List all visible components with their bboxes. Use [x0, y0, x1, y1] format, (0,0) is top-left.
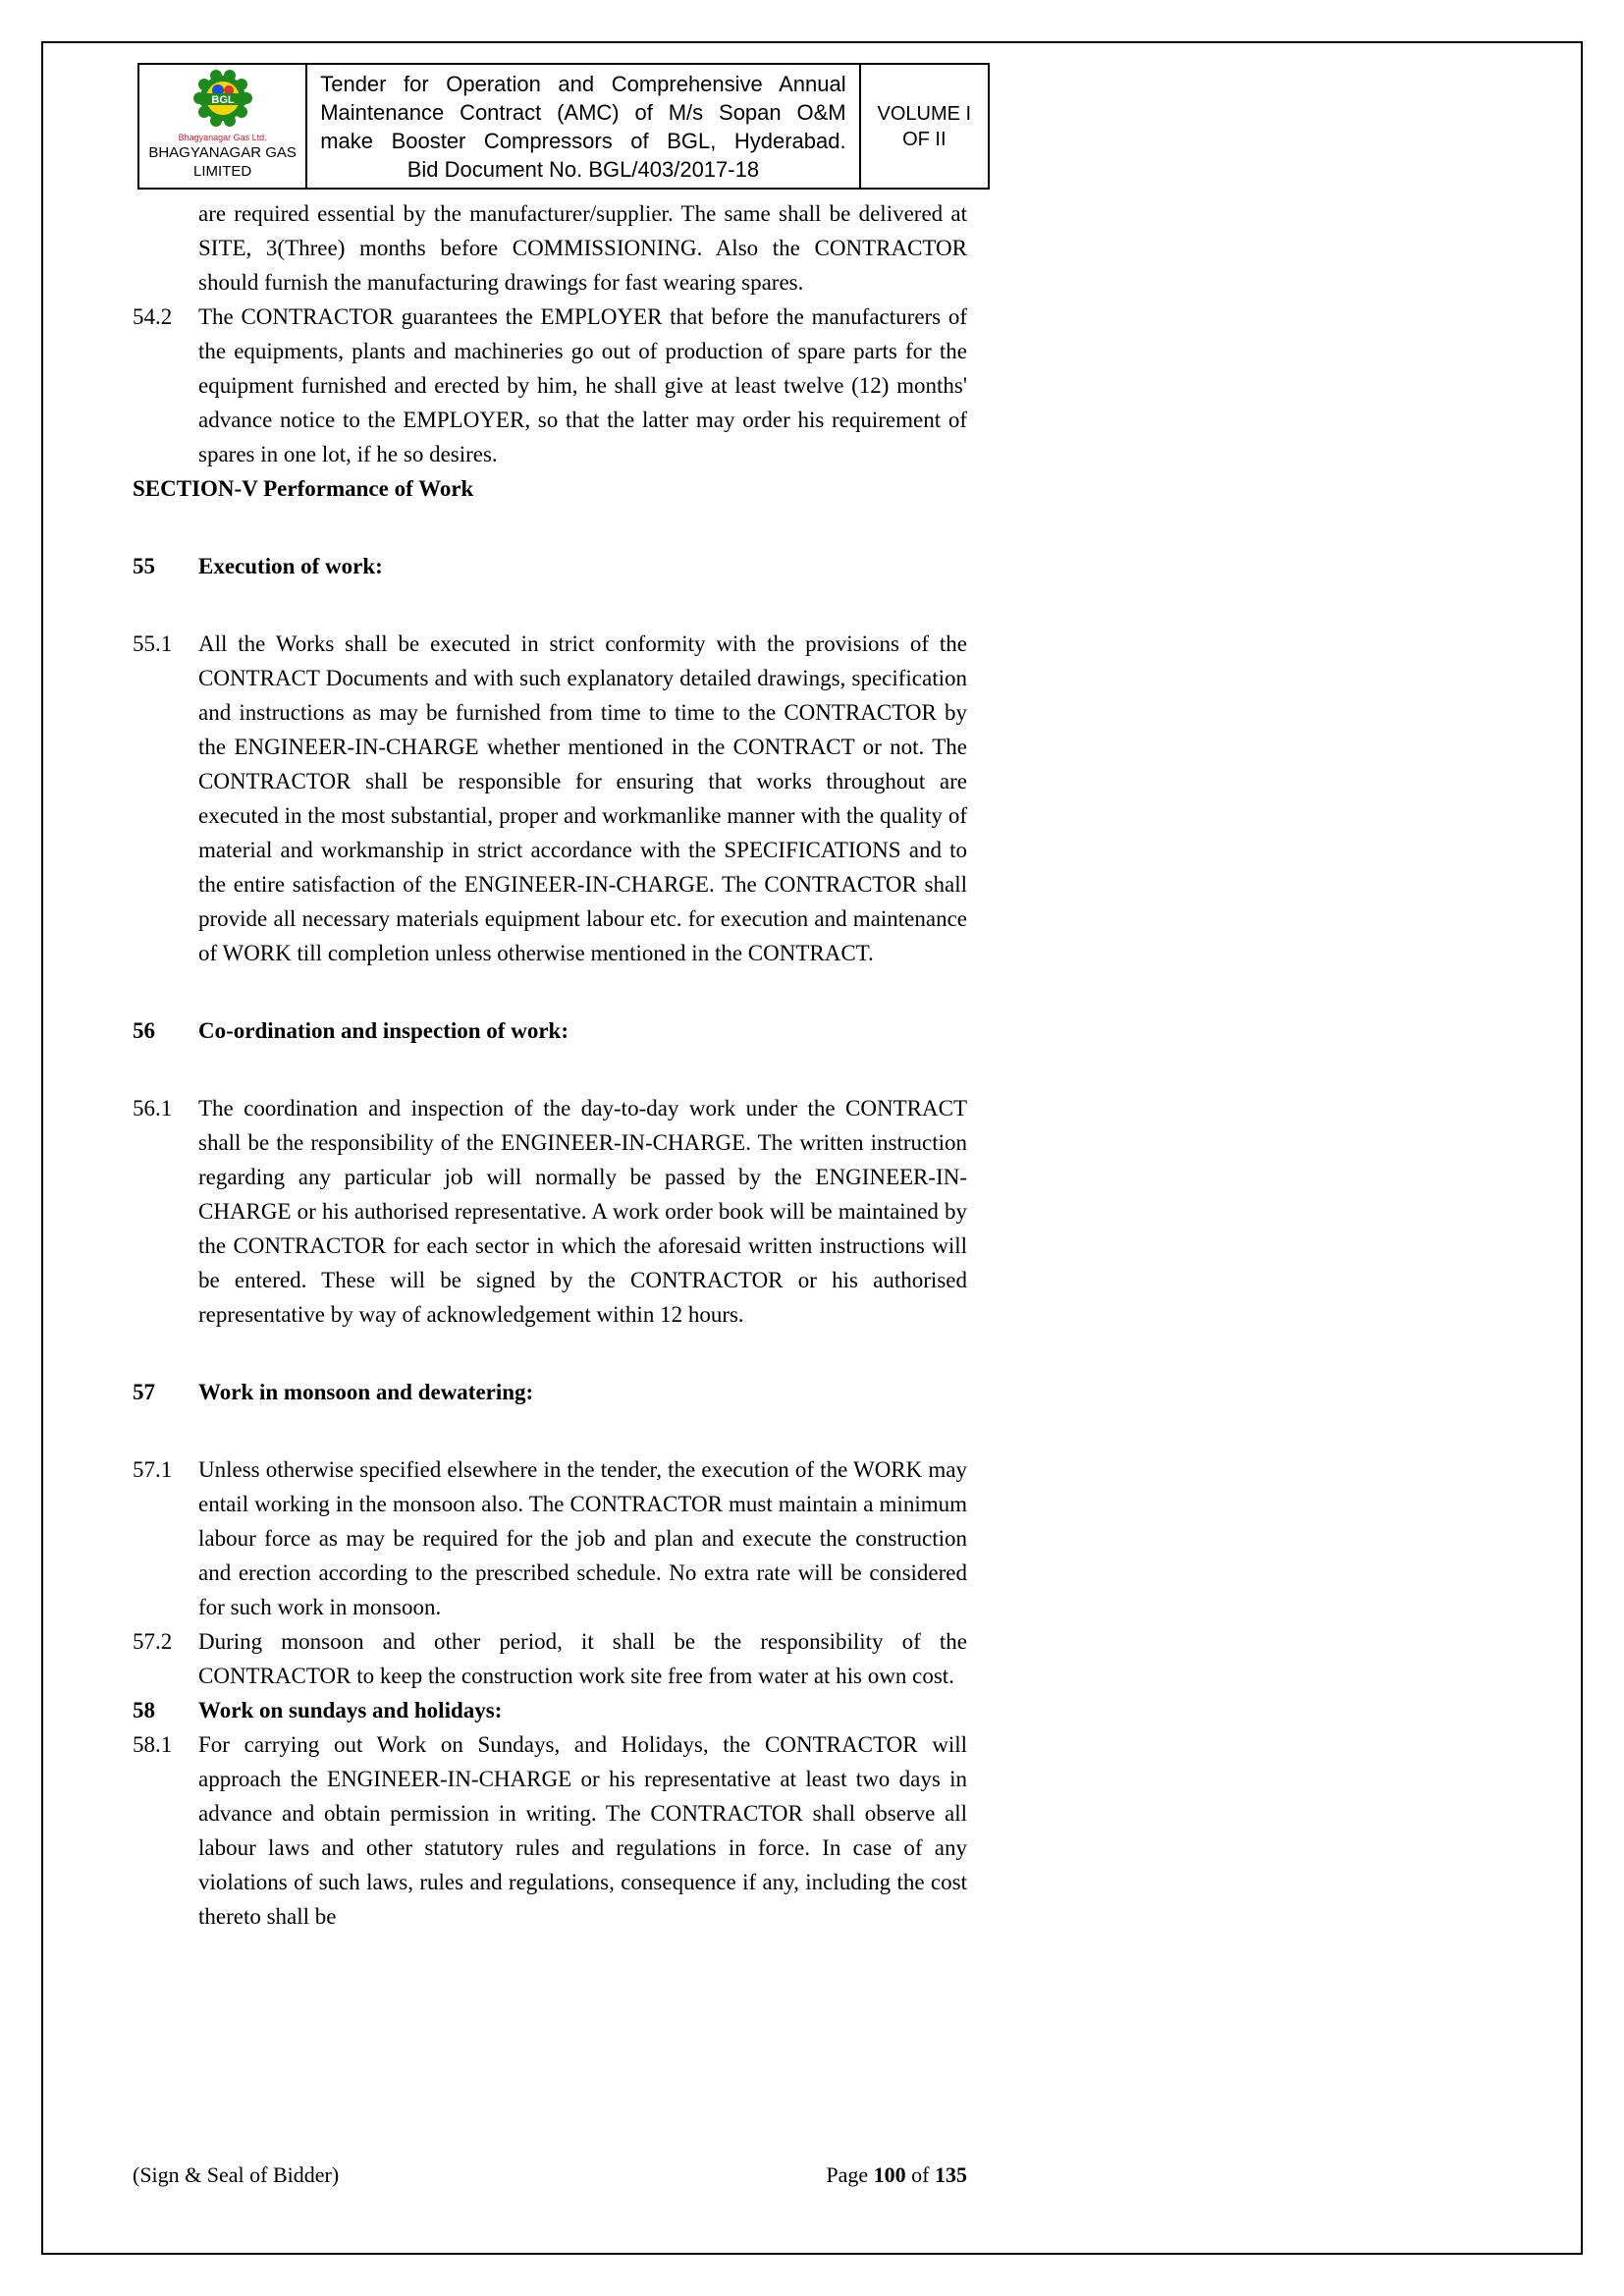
heading-text: Work on sundays and holidays:	[198, 1698, 503, 1722]
svg-text:BGL: BGL	[210, 94, 235, 106]
clause-text: The coordination and inspection of the day-to-day work under the CONTRACT shall be the responsibility of the ENGINEER-IN-CHARGE. The written instruction regarding any particular job will normally be passed by the ENGINEER-IN-CHARGE or his authorised representative. A work order book will be maintained by the CONTRACTOR for each sector in which the aforesaid written instructions will be entered. These will be signed by the CONTRACTOR or his authorised representative by way of acknowledgement within 12 hours.	[198, 1096, 967, 1327]
heading-number: 57	[133, 1380, 155, 1404]
clause-56-1	[133, 1091, 967, 1332]
clause-57-1	[133, 1452, 967, 1624]
page-indicator	[826, 2162, 967, 2188]
clause-number: 57.1	[133, 1457, 173, 1482]
heading-number: 56	[133, 1018, 155, 1043]
clause-text: The CONTRACTOR guarantees the EMPLOYER that before the manufacturers of the equipments, plants and machineries go out of production of spare parts for the equipment furnished and erected by him, he shall give at least twelve (12) months' advance notice to the EMPLOYER, so that the latter may order his requirement of spares in one lot, if he so desires.	[198, 304, 967, 466]
volume-cell	[859, 65, 988, 188]
clause-58-1	[133, 1727, 967, 1934]
bid-document-number: Bid Document No. BGL/403/2017-18	[406, 157, 760, 182]
title-cell	[305, 65, 858, 188]
volume-line2: OF II	[902, 128, 947, 150]
logo-cell	[139, 65, 305, 188]
page-word: Page	[826, 2162, 869, 2187]
clause-text: are required essential by the manufacturer/supplier. The same shall be delivered at SITE, 3(Three) months before COMMISSIONING. Also the CONTRACTOR should furnish the manufacturing drawings for fast wearing spares.	[198, 201, 967, 295]
clause-text: Unless otherwise specified elsewhere in the tender, the execution of the WORK may entail working in the monsoon also. The CONTRACTOR must maintain a minimum labour force as may be required for the job and plan and execute the construction and erection according to the prescribed schedule. No extra rate will be considered for such work in monsoon.	[198, 1457, 967, 1619]
clause-text: All the Works shall be executed in strict conformity with the provisions of the CONTRACT Documents and with such explanatory detailed drawings, specification and instructions as may be furnished from time to time to the CONTRACTOR by the ENGINEER-IN-CHARGE whether mentioned in the CONTRACT or not. The CONTRACTOR shall be responsible for ensuring that works throughout are executed in the most substantial, proper and workmanlike manner with the quality of material and workmanship in strict accordance with the SPECIFICATIONS and to the entire satisfaction of the ENGINEER-IN-CHARGE. The CONTRACTOR shall provide all necessary materials equipment labour etc. for execution and maintenance of WORK till completion unless otherwise mentioned in the CONTRACT.	[198, 631, 967, 965]
clause-54-2	[133, 300, 967, 471]
clause-text: During monsoon and other period, it shall be the responsibility of the CONTRACTOR to keep the construction work site free from water at his own cost.	[198, 1629, 967, 1688]
heading-57	[133, 1375, 967, 1409]
heading-number: 58	[133, 1698, 155, 1722]
clause-54-1-continuation	[133, 196, 967, 300]
clause-number: 58.1	[133, 1732, 173, 1757]
volume-line1: VOLUME I	[877, 102, 972, 125]
clause-number: 56.1	[133, 1096, 173, 1121]
clause-number: 55.1	[133, 631, 173, 656]
heading-text: Execution of work:	[198, 554, 383, 578]
bgl-logo-icon	[193, 69, 252, 133]
logo-tagline: Bhagyanagar Gas Ltd.	[178, 133, 267, 142]
heading-number: 55	[133, 554, 155, 578]
document-body	[133, 196, 967, 1934]
heading-text: Co-ordination and inspection of work:	[198, 1018, 568, 1043]
section-v-heading: SECTION-V Performance of Work	[133, 476, 474, 501]
company-name-line2: LIMITED	[193, 163, 252, 180]
document-title: Tender for Operation and Comprehensive Annual Maintenance Contract (AMC) of M/s Sopan O&M make Booster Compressors of BGL, Hyderabad.	[320, 72, 846, 153]
page-current: 100	[873, 2162, 906, 2187]
document-footer	[133, 2162, 967, 2188]
sign-seal-label: (Sign & Seal of Bidder)	[133, 2162, 340, 2187]
clause-55-1	[133, 627, 967, 970]
clause-57-2	[133, 1624, 967, 1693]
clause-number: 54.2	[133, 304, 173, 329]
document-header	[137, 63, 990, 190]
company-name-line1: BHAGYANAGAR GAS	[148, 144, 297, 161]
clause-text: For carrying out Work on Sundays, and Holidays, the CONTRACTOR will approach the ENGINEER-IN-CHARGE or his representative at least two days in advance and obtain permission in writing. The CONTRACTOR shall observe all labour laws and other statutory rules and regulations in force. In case of any violations of such laws, rules and regulations, consequence if any, including the cost thereto shall be	[198, 1732, 967, 1929]
heading-55	[133, 549, 967, 583]
clause-number	[133, 196, 198, 300]
heading-text: Work in monsoon and dewatering:	[198, 1380, 534, 1404]
heading-56	[133, 1013, 967, 1048]
page-total: 135	[935, 2162, 967, 2187]
of-word: of	[911, 2162, 930, 2187]
heading-58	[133, 1693, 967, 1727]
clause-number: 57.2	[133, 1629, 173, 1654]
